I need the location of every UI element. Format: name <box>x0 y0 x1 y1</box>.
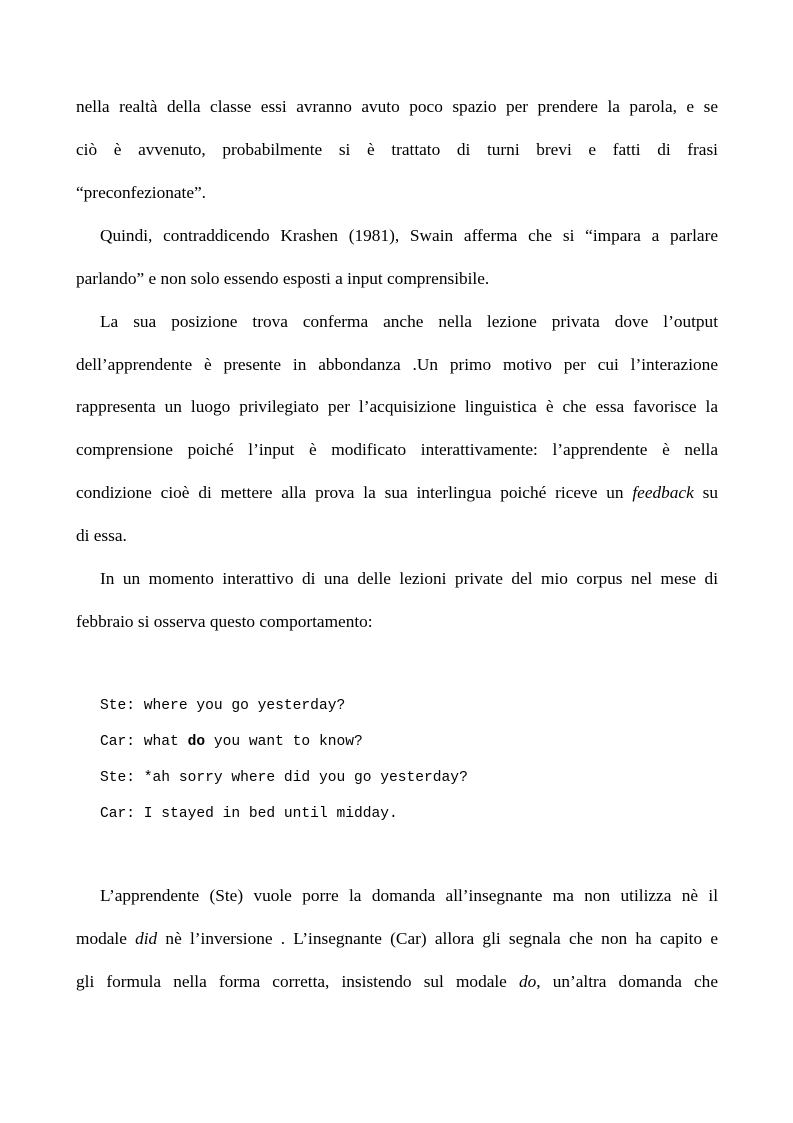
paragraph-5-line-3 <box>76 972 718 992</box>
dialogue-line-1: Ste: where you go yesterday? <box>100 698 346 714</box>
did-term: did <box>135 929 158 948</box>
dialogue-line-2 <box>100 733 363 751</box>
paragraph-5-line-1: L’apprendente (Ste) vuole porre la domanda all’insegnante ma non utilizza nè il <box>100 886 718 905</box>
paragraph-2-line-2: parlando” e non solo essendo esposti a input comprensibile. <box>76 269 490 288</box>
dialogue-line-3: Ste: *ah sorry where did you go yesterday? <box>100 770 468 786</box>
paragraph-1-line-2: ciò è avvenuto, probabilmente si è trattato di turni brevi e fatti di frasi <box>76 140 718 159</box>
paragraph-3-line-5-text-b: su <box>693 483 718 502</box>
paragraph-4-line-1: In un momento interattivo di una delle lezioni private del mio corpus nel mese di <box>100 569 718 588</box>
do-term: do <box>518 972 537 991</box>
dialogue-line-4: Car: I stayed in bed until midday. <box>100 806 398 822</box>
dialogue-line-2-text-a: Car: what <box>100 734 188 750</box>
paragraph-3-line-5-text-a: condizione cioè di mettere alla prova la sua interlingua poiché riceve un <box>76 483 633 502</box>
paragraph-3-line-6: di essa. <box>76 526 127 545</box>
paragraph-5-line-2 <box>76 929 718 949</box>
paragraph-5-line-3-text-a: gli formula nella forma corretta, insistendo sul modale <box>76 972 519 991</box>
paragraph-1-line-3: “preconfezionate”. <box>76 183 206 202</box>
paragraph-5-line-2-text-a: modale <box>76 929 136 948</box>
emphasized-do: do <box>187 734 206 750</box>
paragraph-3-line-2: dell’apprendente è presente in abbondanza .Un primo motivo per cui l’interazione <box>76 355 718 374</box>
paragraph-3-line-5 <box>76 483 718 503</box>
paragraph-4-line-2: febbraio si osserva questo comportamento: <box>76 612 373 631</box>
paragraph-3-line-1: La sua posizione trova conferma anche nella lezione privata dove l’output <box>100 312 718 331</box>
dialogue-line-2-text-b: you want to know? <box>205 734 363 750</box>
paragraph-3-line-3: rappresenta un luogo privilegiato per l’acquisizione linguistica è che essa favorisce la <box>76 397 718 416</box>
paragraph-5-line-2-text-b: nè l’inversione . L’insegnante (Car) allora gli segnala che non ha capito e <box>157 929 719 948</box>
paragraph-2-line-1: Quindi, contraddicendo Krashen (1981), Swain afferma che si “impara a parlare <box>100 226 718 245</box>
paragraph-3-line-4: comprensione poiché l’input è modificato interattivamente: l’apprendente è nella <box>76 440 718 459</box>
paragraph-1-line-1: nella realtà della classe essi avranno avuto poco spazio per prendere la parola, e se <box>76 97 718 116</box>
paragraph-5-line-3-text-b: , un’altra domanda che <box>536 972 718 991</box>
feedback-term: feedback <box>632 483 694 502</box>
